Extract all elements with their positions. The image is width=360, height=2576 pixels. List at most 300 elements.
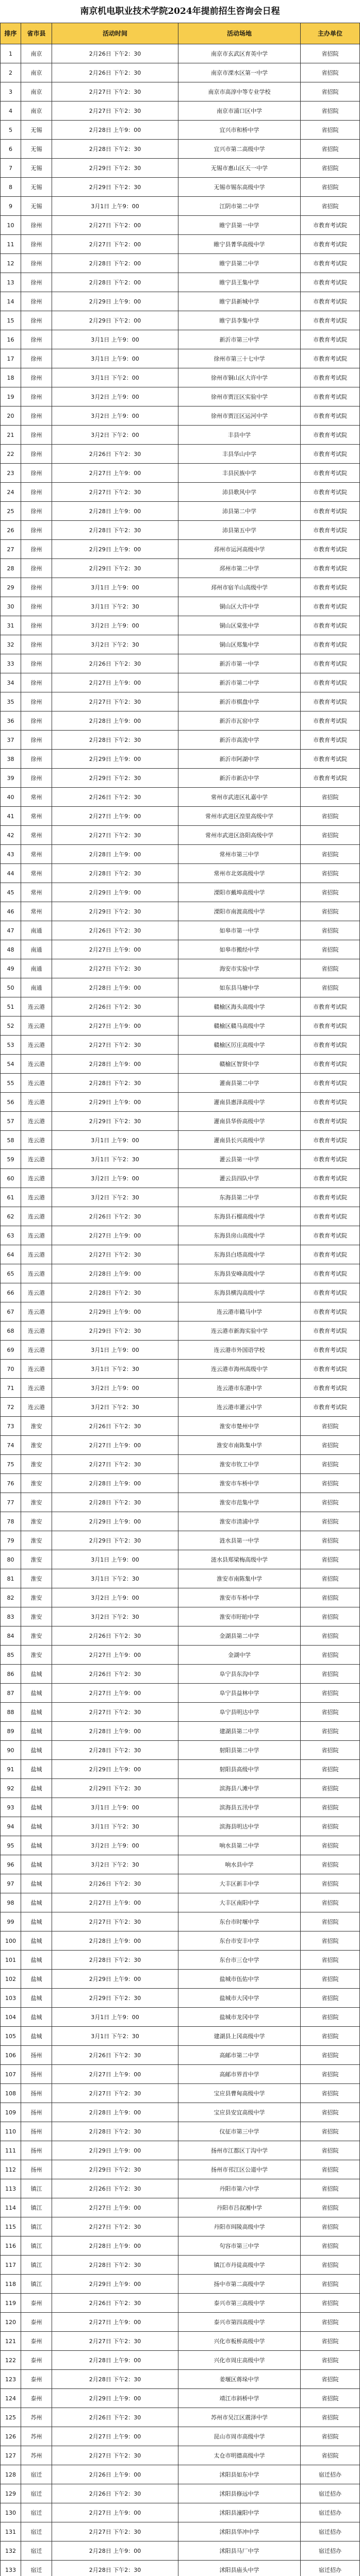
cell-region: 盐城 bbox=[21, 1893, 52, 1912]
table-row bbox=[1, 1779, 360, 1798]
cell-venue: 淮安市盱眙中学 bbox=[178, 1607, 301, 1626]
table-row bbox=[1, 1836, 360, 1855]
cell-region: 淮安 bbox=[21, 1474, 52, 1493]
cell-index: 118 bbox=[1, 2275, 21, 2294]
cell-region: 连云港 bbox=[21, 1016, 52, 1036]
cell-region: 盐城 bbox=[21, 1741, 52, 1760]
table-row bbox=[1, 387, 360, 406]
cell-index: 85 bbox=[1, 1646, 21, 1665]
cell-venue: 睢宁县新城中学 bbox=[178, 292, 301, 311]
table-row bbox=[1, 826, 360, 845]
cell-time: 2月29日 下午2：30 bbox=[52, 1989, 178, 2008]
table-row bbox=[1, 464, 360, 483]
cell-venue: 句容市第三中学 bbox=[178, 2236, 301, 2256]
cell-index: 102 bbox=[1, 1970, 21, 1989]
table-row bbox=[1, 2389, 360, 2408]
cell-organizer: 省招院 bbox=[301, 902, 360, 921]
cell-organizer: 市教育考试院 bbox=[301, 1150, 360, 1169]
table-row bbox=[1, 2027, 360, 2046]
table-row bbox=[1, 521, 360, 540]
cell-time: 2月27日 下午2：30 bbox=[52, 2332, 178, 2351]
table-row bbox=[1, 502, 360, 521]
table-row bbox=[1, 63, 360, 82]
cell-organizer: 市教育考试院 bbox=[301, 578, 360, 597]
cell-time: 2月27日 下午2：30 bbox=[52, 2084, 178, 2103]
cell-region: 南通 bbox=[21, 921, 52, 940]
cell-venue: 常州市武进区洛阳高级中学 bbox=[178, 826, 301, 845]
cell-venue: 丹阳市第六中学 bbox=[178, 2179, 301, 2198]
cell-region: 常州 bbox=[21, 883, 52, 902]
cell-index: 94 bbox=[1, 1817, 21, 1836]
cell-organizer: 省招院 bbox=[301, 1779, 360, 1798]
table-row bbox=[1, 349, 360, 368]
cell-index: 50 bbox=[1, 978, 21, 997]
cell-venue: 滨海县明达中学 bbox=[178, 1817, 301, 1836]
cell-region: 徐州 bbox=[21, 464, 52, 483]
table-row bbox=[1, 635, 360, 654]
cell-organizer: 市教育考试院 bbox=[301, 769, 360, 788]
cell-index: 34 bbox=[1, 673, 21, 692]
cell-time: 2月27日 上午9：00 bbox=[52, 2427, 178, 2446]
table-row bbox=[1, 807, 360, 826]
cell-time: 2月27日 下午2：30 bbox=[52, 959, 178, 978]
cell-region: 连云港 bbox=[21, 1074, 52, 1093]
table-row bbox=[1, 578, 360, 597]
cell-time: 2月28日 上午9：00 bbox=[52, 121, 178, 140]
cell-organizer: 省招院 bbox=[301, 1722, 360, 1741]
cell-index: 20 bbox=[1, 406, 21, 426]
table-row bbox=[1, 2370, 360, 2389]
cell-index: 1 bbox=[1, 44, 21, 63]
cell-organizer: 市教育考试院 bbox=[301, 216, 360, 235]
cell-index: 44 bbox=[1, 864, 21, 883]
cell-venue: 无锡市惠山区天一中学 bbox=[178, 159, 301, 178]
table-row bbox=[1, 1607, 360, 1626]
cell-time: 3月2日 下午2：30 bbox=[52, 635, 178, 654]
table-row bbox=[1, 292, 360, 311]
cell-time: 2月26日 下午2：30 bbox=[52, 2179, 178, 2198]
cell-time: 3月2日 上午9：00 bbox=[52, 1379, 178, 1398]
cell-region: 淮安 bbox=[21, 1436, 52, 1455]
cell-organizer: 省招院 bbox=[301, 2065, 360, 2084]
cell-organizer: 省招院 bbox=[301, 1531, 360, 1550]
cell-region: 连云港 bbox=[21, 1055, 52, 1074]
cell-time: 2月27日 下午2：30 bbox=[52, 1912, 178, 1931]
cell-region: 连云港 bbox=[21, 1207, 52, 1226]
cell-index: 39 bbox=[1, 769, 21, 788]
cell-time: 2月28日 上午9：00 bbox=[52, 711, 178, 731]
cell-index: 89 bbox=[1, 1722, 21, 1741]
table-row bbox=[1, 1798, 360, 1817]
cell-venue: 丹阳市吕叔湘中学 bbox=[178, 2198, 301, 2217]
cell-region: 泰州 bbox=[21, 2294, 52, 2313]
cell-region: 徐州 bbox=[21, 349, 52, 368]
cell-region: 无锡 bbox=[21, 178, 52, 197]
cell-venue: 灌南县第二中学 bbox=[178, 1074, 301, 1093]
cell-time: 3月1日 下午2：30 bbox=[52, 1569, 178, 1588]
cell-venue: 靖江市斜桥中学 bbox=[178, 2389, 301, 2408]
cell-time: 2月27日 上午9：00 bbox=[52, 2503, 178, 2522]
cell-organizer: 省招院 bbox=[301, 1893, 360, 1912]
cell-organizer: 市教育考试院 bbox=[301, 1398, 360, 1417]
cell-index: 84 bbox=[1, 1626, 21, 1646]
cell-organizer: 省招院 bbox=[301, 1703, 360, 1722]
table-row bbox=[1, 1283, 360, 1302]
cell-organizer: 省招院 bbox=[301, 1455, 360, 1474]
cell-region: 徐州 bbox=[21, 216, 52, 235]
cell-index: 112 bbox=[1, 2160, 21, 2179]
cell-index: 7 bbox=[1, 159, 21, 178]
cell-time: 2月28日 上午9：00 bbox=[52, 2103, 178, 2122]
cell-organizer: 市教育考试院 bbox=[301, 1074, 360, 1093]
cell-time: 2月27日 下午2：30 bbox=[52, 692, 178, 711]
cell-region: 徐州 bbox=[21, 483, 52, 502]
cell-index: 10 bbox=[1, 216, 21, 235]
cell-time: 2月28日 上午9：00 bbox=[52, 978, 178, 997]
cell-venue: 东海县安峰高级中学 bbox=[178, 1264, 301, 1283]
cell-index: 61 bbox=[1, 1188, 21, 1207]
table-row bbox=[1, 1474, 360, 1493]
table-row bbox=[1, 769, 360, 788]
cell-venue: 淮安市钦工中学 bbox=[178, 1455, 301, 1474]
cell-venue: 徐州市第三十七中学 bbox=[178, 349, 301, 368]
cell-time: 2月27日 上午9：00 bbox=[52, 1646, 178, 1665]
cell-region: 盐城 bbox=[21, 1989, 52, 2008]
cell-organizer: 省招院 bbox=[301, 883, 360, 902]
cell-organizer: 省招院 bbox=[301, 2294, 360, 2313]
cell-organizer: 省招院 bbox=[301, 2446, 360, 2465]
cell-index: 62 bbox=[1, 1207, 21, 1226]
table-row bbox=[1, 2351, 360, 2370]
cell-region: 连云港 bbox=[21, 1379, 52, 1398]
cell-organizer: 市教育考试院 bbox=[301, 1036, 360, 1055]
cell-index: 22 bbox=[1, 445, 21, 464]
cell-organizer: 市教育考试院 bbox=[301, 292, 360, 311]
cell-venue: 淮安市南陈集中学 bbox=[178, 1569, 301, 1588]
cell-organizer: 省招院 bbox=[301, 63, 360, 82]
cell-region: 镇江 bbox=[21, 2256, 52, 2275]
cell-index: 115 bbox=[1, 2217, 21, 2236]
cell-index: 42 bbox=[1, 826, 21, 845]
cell-region: 连云港 bbox=[21, 1093, 52, 1112]
cell-organizer: 省招院 bbox=[301, 845, 360, 864]
cell-venue: 淮安市楚州中学 bbox=[178, 1417, 301, 1436]
cell-region: 扬州 bbox=[21, 2103, 52, 2122]
cell-venue: 新沂市第三中学 bbox=[178, 330, 301, 349]
cell-index: 113 bbox=[1, 2179, 21, 2198]
cell-organizer: 省招院 bbox=[301, 2427, 360, 2446]
cell-time: 2月29日 下午2：30 bbox=[52, 902, 178, 921]
cell-region: 苏州 bbox=[21, 2408, 52, 2427]
cell-venue: 丹阳市珥陵高级中学 bbox=[178, 2217, 301, 2236]
cell-organizer: 宿迁招办 bbox=[301, 2541, 360, 2561]
table-row bbox=[1, 2408, 360, 2427]
cell-venue: 建湖县上冈高级中学 bbox=[178, 2027, 301, 2046]
cell-region: 无锡 bbox=[21, 140, 52, 159]
cell-region: 盐城 bbox=[21, 2027, 52, 2046]
table-row bbox=[1, 1874, 360, 1893]
table-row bbox=[1, 1131, 360, 1150]
table-row bbox=[1, 1226, 360, 1245]
cell-time: 2月26日 下午2：30 bbox=[52, 1874, 178, 1893]
cell-index: 96 bbox=[1, 1855, 21, 1874]
cell-organizer: 市教育考试院 bbox=[301, 711, 360, 731]
table-row bbox=[1, 1493, 360, 1512]
cell-region: 镇江 bbox=[21, 2179, 52, 2198]
cell-region: 徐州 bbox=[21, 692, 52, 711]
cell-organizer: 省招院 bbox=[301, 2275, 360, 2294]
cell-index: 23 bbox=[1, 464, 21, 483]
cell-region: 镇江 bbox=[21, 2275, 52, 2294]
cell-time: 2月28日 下午2：30 bbox=[52, 2256, 178, 2275]
cell-index: 27 bbox=[1, 540, 21, 559]
cell-time: 2月28日 上午9：00 bbox=[52, 2541, 178, 2561]
cell-organizer: 省招院 bbox=[301, 1474, 360, 1493]
cell-region: 盐城 bbox=[21, 1931, 52, 1951]
cell-venue: 溧阳市南渡高级中学 bbox=[178, 902, 301, 921]
cell-region: 扬州 bbox=[21, 2084, 52, 2103]
cell-region: 无锡 bbox=[21, 121, 52, 140]
cell-region: 徐州 bbox=[21, 654, 52, 673]
cell-index: 93 bbox=[1, 1798, 21, 1817]
cell-index: 116 bbox=[1, 2236, 21, 2256]
cell-organizer: 市教育考试院 bbox=[301, 1131, 360, 1150]
table-row bbox=[1, 2294, 360, 2313]
cell-index: 25 bbox=[1, 502, 21, 521]
cell-index: 13 bbox=[1, 273, 21, 292]
cell-time: 2月27日 下午2：30 bbox=[52, 1036, 178, 1055]
cell-venue: 射阳县高级中学 bbox=[178, 1760, 301, 1779]
cell-index: 74 bbox=[1, 1436, 21, 1455]
cell-organizer: 省招院 bbox=[301, 864, 360, 883]
table-row bbox=[1, 2008, 360, 2027]
cell-time: 2月29日 下午2：30 bbox=[52, 1321, 178, 1341]
cell-index: 40 bbox=[1, 788, 21, 807]
table-row bbox=[1, 1074, 360, 1093]
table-row bbox=[1, 273, 360, 292]
cell-organizer: 省招院 bbox=[301, 2332, 360, 2351]
cell-index: 105 bbox=[1, 2027, 21, 2046]
page-title: 南京机电职业技术学院2024年提前招生咨询会日程 bbox=[80, 6, 280, 16]
table-row bbox=[1, 2541, 360, 2561]
cell-time: 2月26日 下午2：30 bbox=[52, 788, 178, 807]
table-row bbox=[1, 1112, 360, 1131]
table-row bbox=[1, 597, 360, 616]
cell-index: 71 bbox=[1, 1379, 21, 1398]
cell-organizer: 宿迁招办 bbox=[301, 2503, 360, 2522]
cell-index: 131 bbox=[1, 2522, 21, 2541]
cell-index: 5 bbox=[1, 121, 21, 140]
table-row bbox=[1, 1379, 360, 1398]
cell-venue: 赣榆区智贤中学 bbox=[178, 1055, 301, 1074]
cell-time: 2月27日 上午9：00 bbox=[52, 1893, 178, 1912]
cell-time: 2月27日 上午9：00 bbox=[52, 1684, 178, 1703]
cell-index: 68 bbox=[1, 1321, 21, 1341]
cell-venue: 涟水县第一中学 bbox=[178, 1531, 301, 1550]
table-row bbox=[1, 445, 360, 464]
cell-region: 徐州 bbox=[21, 311, 52, 330]
cell-venue: 赣榆区海头高级中学 bbox=[178, 997, 301, 1016]
table-row bbox=[1, 1760, 360, 1779]
cell-time: 3月1日 上午9：00 bbox=[52, 2008, 178, 2027]
cell-venue: 盐城市大冈中学 bbox=[178, 1989, 301, 2008]
cell-region: 泰州 bbox=[21, 2389, 52, 2408]
cell-organizer: 市教育考试院 bbox=[301, 616, 360, 635]
cell-index: 43 bbox=[1, 845, 21, 864]
cell-time: 2月28日 下午2：30 bbox=[52, 521, 178, 540]
cell-index: 72 bbox=[1, 1398, 21, 1417]
table-row bbox=[1, 1741, 360, 1760]
table-row bbox=[1, 2313, 360, 2332]
cell-organizer: 市教育考试院 bbox=[301, 750, 360, 769]
cell-time: 2月28日 下午2：30 bbox=[52, 1283, 178, 1302]
table-row bbox=[1, 2179, 360, 2198]
cell-time: 2月26日 上午9：00 bbox=[52, 2465, 178, 2484]
table-row bbox=[1, 997, 360, 1016]
cell-region: 扬州 bbox=[21, 2141, 52, 2160]
table-row bbox=[1, 1722, 360, 1741]
cell-organizer: 省招院 bbox=[301, 1493, 360, 1512]
table-row bbox=[1, 121, 360, 140]
table-row bbox=[1, 921, 360, 940]
cell-region: 连云港 bbox=[21, 1226, 52, 1245]
cell-region: 淮安 bbox=[21, 1493, 52, 1512]
cell-region: 徐州 bbox=[21, 330, 52, 349]
cell-index: 126 bbox=[1, 2427, 21, 2446]
cell-venue: 大丰区新丰中学 bbox=[178, 1874, 301, 1893]
table-row bbox=[1, 673, 360, 692]
cell-index: 35 bbox=[1, 692, 21, 711]
cell-venue: 徐州市铜山区大许中学 bbox=[178, 368, 301, 387]
cell-organizer: 市教育考试院 bbox=[301, 1360, 360, 1379]
cell-organizer: 省招院 bbox=[301, 2217, 360, 2236]
table-row bbox=[1, 1302, 360, 1321]
cell-time: 3月1日 下午2：30 bbox=[52, 1360, 178, 1379]
cell-organizer: 省招院 bbox=[301, 178, 360, 197]
cell-region: 盐城 bbox=[21, 1703, 52, 1722]
cell-venue: 东台市三仓中学 bbox=[178, 1951, 301, 1970]
cell-venue: 阜宁县明达中学 bbox=[178, 1703, 301, 1722]
cell-time: 2月29日 上午9：00 bbox=[52, 1760, 178, 1779]
cell-region: 泰州 bbox=[21, 2370, 52, 2389]
cell-venue: 涟水县郑梁梅高级中学 bbox=[178, 1550, 301, 1569]
cell-time: 2月26日 下午2：30 bbox=[52, 1626, 178, 1646]
cell-index: 101 bbox=[1, 1951, 21, 1970]
header-organizer: 主办单位 bbox=[301, 23, 360, 44]
cell-organizer: 省招院 bbox=[301, 197, 360, 216]
table-row bbox=[1, 1417, 360, 1436]
table-row bbox=[1, 1893, 360, 1912]
cell-time: 2月27日 下午2：30 bbox=[52, 82, 178, 101]
cell-venue: 灌南县华侨高级中学 bbox=[178, 1112, 301, 1131]
cell-venue: 苏州市吴江区震泽中学 bbox=[178, 2408, 301, 2427]
cell-time: 3月2日 上午9：00 bbox=[52, 1169, 178, 1188]
cell-index: 128 bbox=[1, 2465, 21, 2484]
cell-venue: 响水县第二中学 bbox=[178, 1836, 301, 1855]
cell-time: 3月2日 上午9：00 bbox=[52, 1836, 178, 1855]
cell-venue: 泰兴市第三高级中学 bbox=[178, 2294, 301, 2313]
header-region: 省市县 bbox=[21, 23, 52, 44]
cell-index: 98 bbox=[1, 1893, 21, 1912]
cell-organizer: 市教育考试院 bbox=[301, 1264, 360, 1283]
cell-time: 2月29日 下午2：30 bbox=[52, 769, 178, 788]
cell-venue: 兴化市板桥高级中学 bbox=[178, 2332, 301, 2351]
cell-time: 3月2日 下午2：30 bbox=[52, 1607, 178, 1626]
table-row bbox=[1, 883, 360, 902]
cell-venue: 姜堰区蒋垛中学 bbox=[178, 2370, 301, 2389]
cell-organizer: 市教育考试院 bbox=[301, 1188, 360, 1207]
cell-venue: 如皋市第一中学 bbox=[178, 921, 301, 940]
cell-time: 2月27日 上午9：00 bbox=[52, 673, 178, 692]
cell-time: 2月29日 上午9：00 bbox=[52, 292, 178, 311]
cell-time: 2月28日 下午2：30 bbox=[52, 864, 178, 883]
cell-time: 2月29日 下午2：30 bbox=[52, 2160, 178, 2179]
cell-time: 3月1日 上午9：00 bbox=[52, 1798, 178, 1817]
cell-region: 常州 bbox=[21, 864, 52, 883]
cell-organizer: 市教育考试院 bbox=[301, 235, 360, 254]
cell-time: 2月26日 下午2：30 bbox=[52, 1665, 178, 1684]
table-row bbox=[1, 2160, 360, 2179]
cell-index: 32 bbox=[1, 635, 21, 654]
table-row bbox=[1, 1321, 360, 1341]
cell-venue: 昆山市周市高级中学 bbox=[178, 2427, 301, 2446]
cell-time: 2月27日 下午2：30 bbox=[52, 2522, 178, 2541]
cell-time: 2月28日 下午2：30 bbox=[52, 1741, 178, 1760]
cell-region: 盐城 bbox=[21, 1817, 52, 1836]
cell-organizer: 省招院 bbox=[301, 2198, 360, 2217]
cell-time: 3月2日 下午2：00 bbox=[52, 426, 178, 445]
cell-index: 6 bbox=[1, 140, 21, 159]
cell-time: 2月27日 下午2：30 bbox=[52, 2217, 178, 2236]
table-row bbox=[1, 711, 360, 731]
cell-venue: 淮安市范集中学 bbox=[178, 1493, 301, 1512]
cell-venue: 灌云县第一中学 bbox=[178, 1150, 301, 1169]
cell-venue: 金湖县第二中学 bbox=[178, 1626, 301, 1646]
cell-index: 111 bbox=[1, 2141, 21, 2160]
cell-organizer: 市教育考试院 bbox=[301, 502, 360, 521]
cell-organizer: 市教育考试院 bbox=[301, 673, 360, 692]
cell-venue: 灌南县长兴高级中学 bbox=[178, 1131, 301, 1150]
table-row bbox=[1, 1912, 360, 1931]
cell-region: 盐城 bbox=[21, 1970, 52, 1989]
cell-venue: 沛县第五中学 bbox=[178, 521, 301, 540]
cell-index: 100 bbox=[1, 1931, 21, 1951]
cell-venue: 宝应县曹甸高级中学 bbox=[178, 2084, 301, 2103]
cell-organizer: 省招院 bbox=[301, 2008, 360, 2027]
cell-index: 78 bbox=[1, 1512, 21, 1531]
cell-region: 徐州 bbox=[21, 750, 52, 769]
cell-time: 2月26日 下午2：30 bbox=[52, 2294, 178, 2313]
cell-region: 扬州 bbox=[21, 2160, 52, 2179]
cell-index: 121 bbox=[1, 2332, 21, 2351]
table-row bbox=[1, 616, 360, 635]
cell-index: 104 bbox=[1, 2008, 21, 2027]
cell-time: 3月2日 上午9：00 bbox=[52, 387, 178, 406]
cell-organizer: 省招院 bbox=[301, 1798, 360, 1817]
table-row bbox=[1, 1398, 360, 1417]
cell-time: 2月29日 下午2：30 bbox=[52, 159, 178, 178]
cell-venue: 睢宁县李集中学 bbox=[178, 311, 301, 330]
cell-organizer: 省招院 bbox=[301, 1912, 360, 1931]
cell-region: 连云港 bbox=[21, 1112, 52, 1131]
cell-region: 徐州 bbox=[21, 769, 52, 788]
cell-time: 3月1日 下午2：30 bbox=[52, 597, 178, 616]
cell-time: 2月29日 上午9：00 bbox=[52, 2389, 178, 2408]
cell-time: 2月27日 下午2：00 bbox=[52, 216, 178, 235]
cell-venue: 连云港市新海实验中学 bbox=[178, 1321, 301, 1341]
cell-venue: 连云港市东港中学 bbox=[178, 1379, 301, 1398]
table-row bbox=[1, 140, 360, 159]
